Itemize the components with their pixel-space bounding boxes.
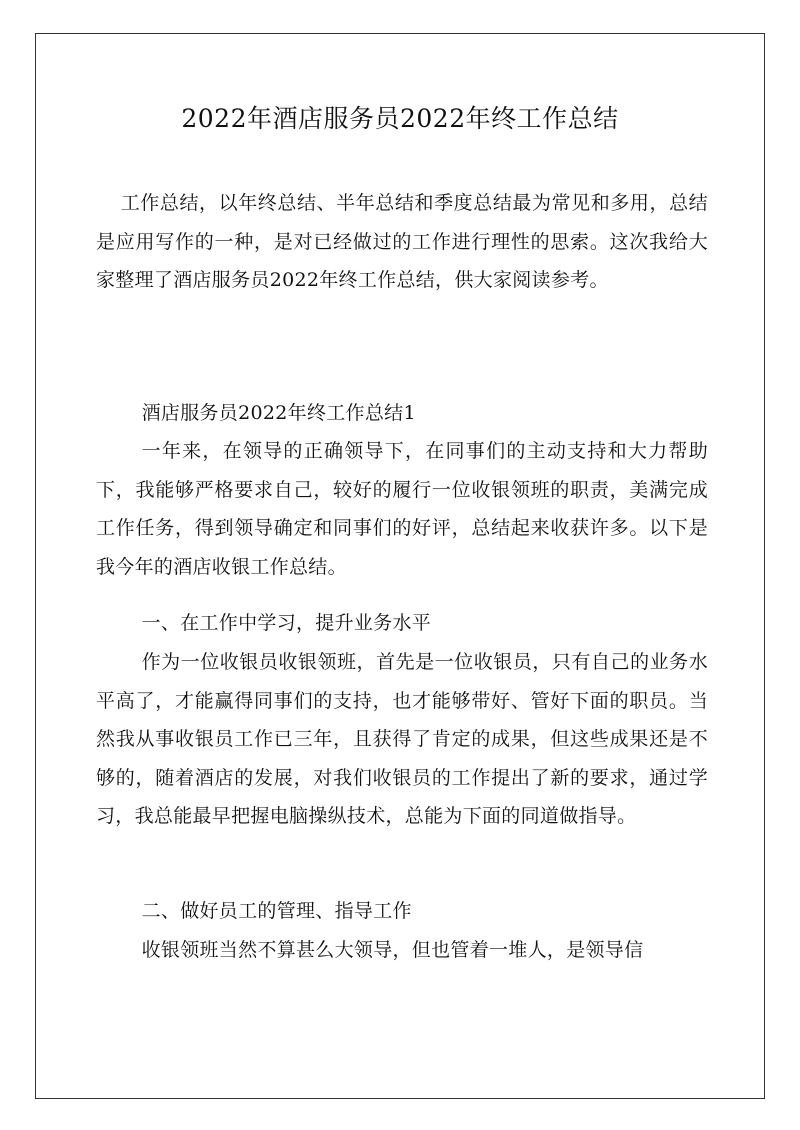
document-title: 2022年酒店服务员2022年终工作总结 [181, 104, 619, 133]
heading-1: 一、在工作中学习，提升业务水平 [141, 612, 432, 634]
intro-paragraph: 工作总结，以年终总结、半年总结和季度总结最为常见和多用，总结是应用写作的一种，是对已经做过的工作进行理性的思索。这次我给大家整理了酒店服务员2022年终工作总结，供大家阅读参考。 [96, 192, 708, 291]
paragraph-3: 收银领班当然不算甚么大领导，但也管着一堆人，是领导信 [141, 939, 644, 961]
paragraph-2: 作为一位收银员收银领班，首先是一位收银员，只有自己的业务水平高了，才能赢得同事们的支持，也才能够带好、管好下面的职员。当然我从事收银员工作已三年，且获得了肯定的成果，但这些成果还是不够的，随着酒店的发展，对我们收银员的工作提出了新的要求，通过学习，我总能最早把握电脑操纵技术，总能为下面的同道做指导。 [96, 651, 708, 827]
section-title: 酒店服务员2022年终工作总结1 [141, 402, 416, 424]
paragraph-1: 一年来，在领导的正确领导下，在同事们的主动支持和大力帮助下，我能够严格要求自己，较好的履行一位收银领班的职责，美满完成工作任务，得到领导确定和同事们的好评，总结起来收获许多。以下是我今年的酒店收银工作总结。 [96, 440, 708, 578]
heading-2: 二、做好员工的管理、指导工作 [141, 900, 412, 922]
